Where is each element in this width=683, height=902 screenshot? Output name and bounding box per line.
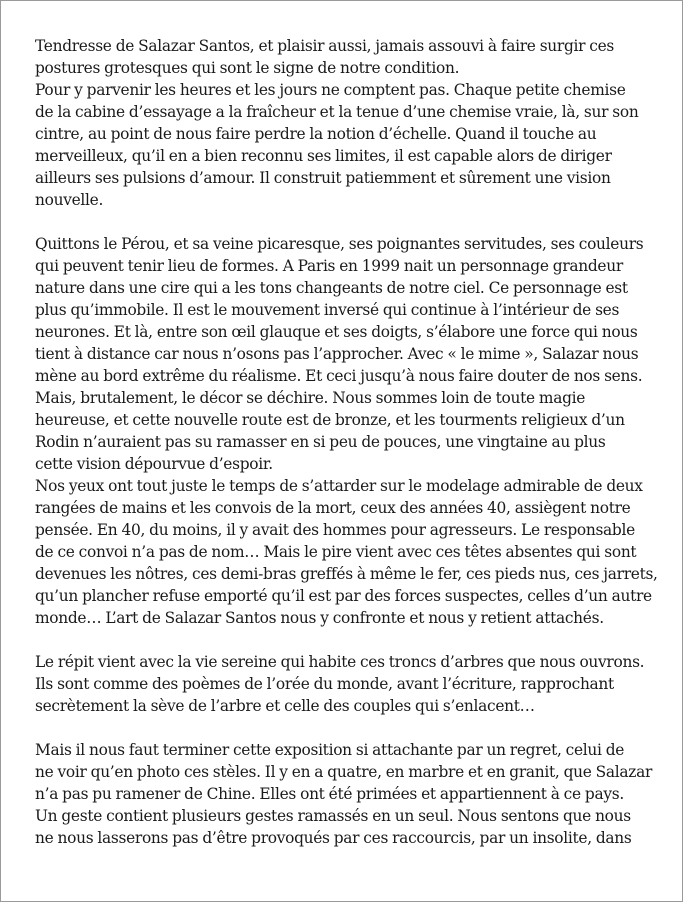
- text-line: Un geste contient plusieurs gestes ramassés en un seul. Nous sentons que nous: [35, 807, 631, 825]
- text-line: Le répit vient avec la vie sereine qui habite ces troncs d’arbres que nous ouvrons.: [35, 653, 645, 671]
- text-line: devenues les nôtres, ces demi-bras greffés à même le fer, ces pieds nus, ces jarrets,: [35, 565, 658, 583]
- text-line: Quittons le Pérou, et sa veine picaresque, ses poignantes servitudes, ses couleurs: [35, 235, 644, 253]
- paragraph-6: [35, 739, 680, 805]
- text-line: qui peuvent tenir lieu de formes. A Paris en 1999 nait un personnage grandeur: [35, 257, 623, 275]
- text-line: plus qu’immobile. Il est le mouvement inversé qui continue à l’intérieur de ses: [35, 301, 620, 319]
- text-line: secrètement la sève de l’arbre et celle des couples qui s’enlacent…: [35, 697, 535, 715]
- text-line: n’a pas pu ramener de Chine. Elles ont été primées et appartiennent à ce pays.: [35, 785, 624, 803]
- paragraph-spacer: [35, 629, 680, 651]
- text-line: ne voir qu’en photo ces stèles. Il y en a quatre, en marbre et en granit, que Salazar: [35, 763, 653, 781]
- paragraph-2: [35, 79, 680, 211]
- paragraph-4: [35, 475, 680, 629]
- text-line: pensée. En 40, du moins, il y avait des hommes pour agresseurs. Le responsable: [35, 521, 635, 539]
- text-line: de ce convoi n’a pas de nom… Mais le pire vient avec ces têtes absentes qui sont: [35, 543, 637, 561]
- text-line: neurones. Et là, entre son œil glauque et ses doigts, s’élabore une force qui nous: [35, 323, 638, 341]
- text-line: Rodin n’auraient pas su ramasser en si peu de pouces, une vingtaine au plus: [35, 433, 606, 451]
- paragraph-1: [35, 35, 680, 79]
- text-line: nouvelle.: [35, 191, 104, 209]
- text-line: Tendresse de Salazar Santos, et plaisir aussi, jamais assouvi à faire surgir ces: [35, 37, 615, 55]
- text-line: qu’un plancher refuse emporté qu’il est par des forces suspectes, celles d’un autre: [35, 587, 652, 605]
- text-line: mène au bord extrême du réalisme. Et ceci jusqu’à nous faire douter de nos sens.: [35, 367, 643, 385]
- paragraph-7: [35, 805, 680, 849]
- text-line: tient à distance car nous n’osons pas l’approcher. Avec « le mime », Salazar nous: [35, 345, 639, 363]
- text-line: heureuse, et cette nouvelle route est de bronze, et les tourments religieux d’un: [35, 411, 625, 429]
- paragraph-spacer: [35, 717, 680, 739]
- text-line: de la cabine d’essayage a la fraîcheur et la tenue d’une chemise vraie, là, sur son: [35, 103, 639, 121]
- document-body: [35, 35, 680, 849]
- paragraph-5: [35, 651, 680, 717]
- text-line: cette vision dépourvue d’espoir.: [35, 455, 273, 473]
- text-line: Ils sont comme des poèmes de l’orée du monde, avant l’écriture, rapprochant: [35, 675, 614, 693]
- text-line: Pour y parvenir les heures et les jours ne comptent pas. Chaque petite chemise: [35, 81, 626, 99]
- text-line: ailleurs ses pulsions d’amour. Il construit patiemment et sûrement une vision: [35, 169, 611, 187]
- text-line: monde… L’art de Salazar Santos nous y confronte et nous y retient attachés.: [35, 609, 604, 627]
- text-line: postures grotesques qui sont le signe de notre condition.: [35, 59, 460, 77]
- text-line: rangées de mains et les convois de la mort, ceux des années 40, assiègent notre: [35, 499, 631, 517]
- text-line: cintre, au point de nous faire perdre la notion d’échelle. Quand il touche au: [35, 125, 597, 143]
- text-line: nature dans une cire qui a les tons changeants de notre ciel. Ce personnage est: [35, 279, 628, 297]
- text-line: Mais il nous faut terminer cette exposition si attachante par un regret, celui de: [35, 741, 625, 759]
- text-line: Mais, brutalement, le décor se déchire. Nous sommes loin de toute magie: [35, 389, 586, 407]
- paragraph-spacer: [35, 211, 680, 233]
- paragraph-3: [35, 233, 680, 475]
- text-line: merveilleux, qu’il en a bien reconnu ses limites, il est capable alors de diriger: [35, 147, 612, 165]
- text-line: ne nous lasserons pas d’être provoqués par ces raccourcis, par un insolite, dans: [35, 829, 632, 847]
- text-line: Nos yeux ont tout juste le temps de s’attarder sur le modelage admirable de deux: [35, 477, 643, 495]
